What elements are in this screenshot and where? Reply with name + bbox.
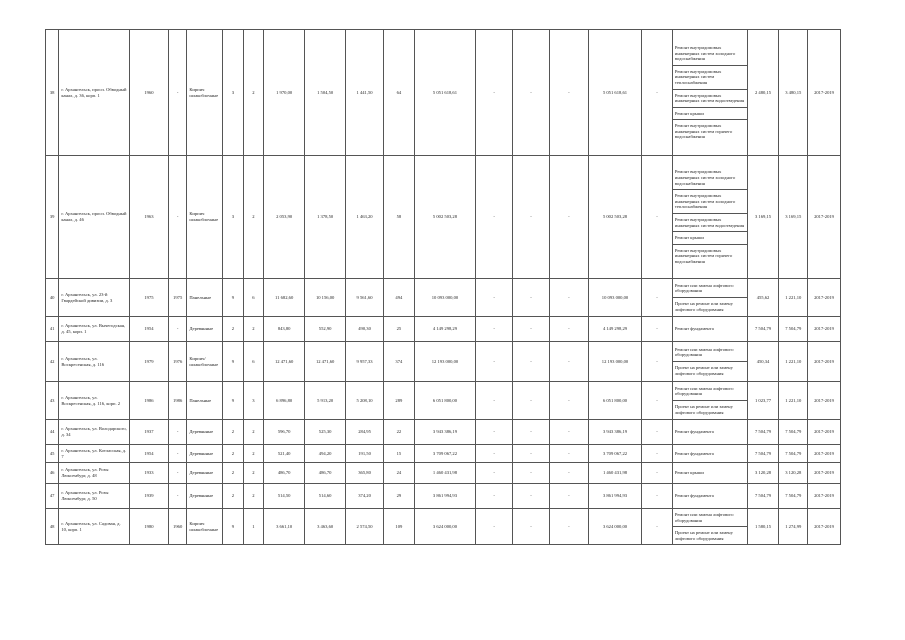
- total-cost-cell: 3 624 000,00: [414, 509, 475, 545]
- fund-source-3-cell: -: [549, 30, 588, 156]
- floors-cell: 3: [223, 156, 243, 279]
- entrances-cell: 2: [243, 420, 263, 445]
- year-commissioned-cell: -: [168, 420, 186, 445]
- row-number: 40: [46, 279, 59, 317]
- fund-source-2-cell: -: [513, 156, 550, 279]
- period-cell: 2017-2019: [808, 30, 841, 156]
- total-cost-cell: 3 709 067,22: [414, 445, 475, 463]
- residents-cell: 494: [384, 279, 415, 317]
- period-cell: 2017-2019: [808, 445, 841, 463]
- work-type-item: Ремонт фундамента: [674, 429, 714, 435]
- fund-source-1-cell: -: [476, 382, 513, 420]
- repair-program-table: [45, 29, 841, 545]
- total-area-cell: 11 682,60: [264, 279, 305, 317]
- unit-cost-cell: 7 504,79: [747, 420, 779, 445]
- entrances-cell: 6: [243, 342, 263, 382]
- floors-cell: 9: [223, 279, 243, 317]
- residential-area-cell: 1 504,50: [305, 30, 346, 156]
- work-type-item: Ремонт внутридомовых инженерных систем горячего водоснабжения: [674, 123, 733, 140]
- residential-area-cell: 525,30: [305, 420, 346, 445]
- work-type-item: Ремонт или замена лифтового оборудования: [673, 509, 747, 527]
- work-types-cell: [672, 420, 747, 445]
- table-row: [46, 156, 841, 279]
- row-number: 46: [46, 463, 59, 484]
- total-cost-cell: 6 051 800,00: [414, 382, 475, 420]
- fund-source-4-cell: -: [642, 445, 673, 463]
- owners-funds-cell: 5 002 503,28: [588, 156, 641, 279]
- floors-cell: 2: [223, 317, 243, 342]
- living-area-cell: 490,30: [346, 317, 384, 342]
- row-number: 43: [46, 382, 59, 420]
- table-row: [46, 445, 841, 463]
- total-cost-cell: 5 002 503,28: [414, 156, 475, 279]
- floors-cell: 9: [223, 342, 243, 382]
- cost-limit-cell: 7 504,79: [779, 317, 808, 342]
- fund-source-4-cell: -: [642, 156, 673, 279]
- table-row: [46, 484, 841, 509]
- fund-source-4-cell: -: [642, 509, 673, 545]
- row-number: 38: [46, 30, 59, 156]
- residential-area-cell: 10 156,00: [305, 279, 346, 317]
- cost-limit-cell: 3 169,15: [779, 156, 808, 279]
- address-cell: г. Архангельск, ул. Розы Люксембург, д. 50: [59, 484, 130, 509]
- fund-source-1-cell: -: [476, 30, 513, 156]
- work-type-item: Ремонт внутридомовых инженерных систем холодного водоснабжения: [673, 42, 747, 66]
- unit-cost-cell: 450,34: [747, 342, 779, 382]
- fund-source-2-cell: -: [513, 342, 550, 382]
- table-row: [46, 420, 841, 445]
- table-body: [46, 30, 841, 545]
- residential-area-cell: 514,60: [305, 484, 346, 509]
- year-built-cell: 1933: [130, 463, 169, 484]
- unit-cost-cell: 1 580,15: [747, 509, 779, 545]
- floors-cell: 2: [223, 420, 243, 445]
- address-cell: г. Архангельск, ул. Котласская, д. 7: [59, 445, 130, 463]
- row-number: 45: [46, 445, 59, 463]
- fund-source-3-cell: -: [549, 445, 588, 463]
- cost-limit-cell: 1 221,10: [779, 342, 808, 382]
- fund-source-1-cell: -: [476, 156, 513, 279]
- total-area-cell: 843,80: [264, 317, 305, 342]
- fund-source-1-cell: -: [476, 279, 513, 317]
- year-built-cell: 1937: [130, 420, 169, 445]
- total-area-cell: 1 970,00: [264, 30, 305, 156]
- total-cost-cell: 3 943 386,19: [414, 420, 475, 445]
- owners-funds-cell: 12 193 000,00: [588, 342, 641, 382]
- floors-cell: 9: [223, 382, 243, 420]
- total-area-cell: 3 661,10: [264, 509, 305, 545]
- work-type-item: Проект на ремонт или замену лифтового оборудования: [674, 301, 733, 312]
- unit-cost-cell: 3 120,28: [747, 463, 779, 484]
- period-cell: 2017-2019: [808, 342, 841, 382]
- row-number: 42: [46, 342, 59, 382]
- living-area-cell: 2 574,50: [346, 509, 384, 545]
- living-area-cell: 1 463,20: [346, 156, 384, 279]
- address-cell: г. Архангельск, ул. 23-й Гвардейской дивизии, д. 3: [59, 279, 130, 317]
- work-type-item: Ремонт или замена лифтового оборудования: [673, 280, 747, 298]
- table-row: [46, 317, 841, 342]
- work-type-item: Ремонт крыши: [673, 108, 747, 121]
- floors-cell: 2: [223, 463, 243, 484]
- year-commissioned-cell: -: [168, 30, 186, 156]
- fund-source-3-cell: -: [549, 342, 588, 382]
- total-area-cell: 6 896,80: [264, 382, 305, 420]
- work-types-cell: [672, 382, 747, 420]
- year-commissioned-cell: -: [168, 317, 186, 342]
- work-type-item: Ремонт фундамента: [674, 493, 714, 499]
- owners-funds-cell: 3 861 994,93: [588, 484, 641, 509]
- floors-cell: 2: [223, 484, 243, 509]
- residential-area-cell: 494,20: [305, 445, 346, 463]
- fund-source-2-cell: -: [513, 30, 550, 156]
- cost-limit-cell: 1 221,10: [779, 279, 808, 317]
- work-type-item: Ремонт внутридомовых инженерных систем водоотведения: [673, 90, 747, 108]
- fund-source-2-cell: -: [513, 279, 550, 317]
- residential-area-cell: 3 463,60: [305, 509, 346, 545]
- work-type-item: Проект на ремонт или замену лифтового оборудования: [674, 404, 733, 415]
- table-row: [46, 509, 841, 545]
- wall-material-cell: Кирпич шлакоблочные: [187, 509, 223, 545]
- period-cell: 2017-2019: [808, 484, 841, 509]
- table-row: [46, 342, 841, 382]
- residential-area-cell: 552,90: [305, 317, 346, 342]
- wall-material-cell: Панельные: [187, 382, 223, 420]
- fund-source-2-cell: -: [513, 463, 550, 484]
- unit-cost-cell: 7 504,79: [747, 484, 779, 509]
- work-type-item: Проект на ремонт или замену лифтового оборудования: [674, 365, 733, 376]
- residential-area-cell: 12 471,60: [305, 342, 346, 382]
- row-number: 47: [46, 484, 59, 509]
- row-number: 39: [46, 156, 59, 279]
- owners-funds-cell: 6 051 800,00: [588, 382, 641, 420]
- owners-funds-cell: 1 460 431,98: [588, 463, 641, 484]
- owners-funds-cell: 3 624 000,00: [588, 509, 641, 545]
- fund-source-3-cell: -: [549, 484, 588, 509]
- unit-cost-cell: 1 023,77: [747, 382, 779, 420]
- row-number: 41: [46, 317, 59, 342]
- residents-cell: 22: [384, 420, 415, 445]
- work-type-item: Ремонт фундамента: [674, 450, 714, 456]
- wall-material-cell: Кирпич шлакоблочные: [187, 156, 223, 279]
- total-area-cell: 12 471,60: [264, 342, 305, 382]
- wall-material-cell: Деревянные: [187, 484, 223, 509]
- work-type-item: Ремонт внутридомовых инженерных систем теплоснабжения: [673, 66, 747, 90]
- work-types-cell: [672, 342, 747, 382]
- address-cell: г. Архангельск, ул. Садовая, д. 10, корп. 1: [59, 509, 130, 545]
- floors-cell: 3: [223, 30, 243, 156]
- entrances-cell: 2: [243, 30, 263, 156]
- cost-limit-cell: 3 120,28: [779, 463, 808, 484]
- fund-source-3-cell: -: [549, 156, 588, 279]
- living-area-cell: 9 957,33: [346, 342, 384, 382]
- fund-source-2-cell: -: [513, 420, 550, 445]
- address-cell: г. Архангельск, просп. Обводный канал, д. 46: [59, 156, 130, 279]
- residents-cell: 289: [384, 382, 415, 420]
- fund-source-1-cell: -: [476, 484, 513, 509]
- fund-source-1-cell: -: [476, 317, 513, 342]
- unit-cost-cell: 7 504,79: [747, 445, 779, 463]
- unit-cost-cell: 7 504,79: [747, 317, 779, 342]
- fund-source-4-cell: -: [642, 342, 673, 382]
- total-cost-cell: 3 861 994,93: [414, 484, 475, 509]
- total-cost-cell: 5 051 618,61: [414, 30, 475, 156]
- total-cost-cell: 1 460 431,98: [414, 463, 475, 484]
- row-number: 48: [46, 509, 59, 545]
- fund-source-3-cell: -: [549, 420, 588, 445]
- year-built-cell: 1975: [130, 279, 169, 317]
- fund-source-1-cell: -: [476, 509, 513, 545]
- living-area-cell: 191,50: [346, 445, 384, 463]
- work-type-item: Ремонт внутридомовых инженерных систем горячего водоснабжения: [674, 247, 733, 264]
- total-cost-cell: 4 149 298,29: [414, 317, 475, 342]
- work-type-item: Ремонт или замена лифтового оборудования: [673, 344, 747, 362]
- residents-cell: 15: [384, 445, 415, 463]
- cost-limit-cell: 1 221,10: [779, 382, 808, 420]
- period-cell: 2017-2019: [808, 156, 841, 279]
- work-types-cell: [672, 30, 747, 156]
- address-cell: г. Архангельск, просп. Обводный канал, д. 36, корп. 1: [59, 30, 130, 156]
- fund-source-2-cell: -: [513, 382, 550, 420]
- period-cell: 2017-2019: [808, 317, 841, 342]
- wall-material-cell: Деревянные: [187, 317, 223, 342]
- work-type-item: Проект на ремонт или замену лифтового оборудования: [674, 530, 733, 541]
- year-commissioned-cell: 1960: [168, 509, 186, 545]
- total-cost-cell: 12 193 000,00: [414, 342, 475, 382]
- fund-source-4-cell: -: [642, 420, 673, 445]
- residents-cell: 374: [384, 342, 415, 382]
- living-area-cell: 284,95: [346, 420, 384, 445]
- period-cell: 2017-2019: [808, 509, 841, 545]
- fund-source-3-cell: -: [549, 463, 588, 484]
- work-type-item: Ремонт крыши: [674, 470, 704, 476]
- fund-source-4-cell: -: [642, 279, 673, 317]
- address-cell: г. Архангельск, ул. Воскресенская, д. 116: [59, 342, 130, 382]
- fund-source-1-cell: -: [476, 463, 513, 484]
- year-commissioned-cell: -: [168, 156, 186, 279]
- fund-source-3-cell: -: [549, 317, 588, 342]
- owners-funds-cell: 4 149 298,29: [588, 317, 641, 342]
- cost-limit-cell: 7 504,79: [779, 420, 808, 445]
- year-commissioned-cell: 1986: [168, 382, 186, 420]
- year-built-cell: 1960: [130, 30, 169, 156]
- year-built-cell: 1980: [130, 509, 169, 545]
- work-type-item: Ремонт или замена лифтового оборудования: [673, 383, 747, 401]
- living-area-cell: 1 441,50: [346, 30, 384, 156]
- work-types-cell: [672, 484, 747, 509]
- owners-funds-cell: 10 093 000,00: [588, 279, 641, 317]
- work-types-cell: [672, 509, 747, 545]
- wall-material-cell: Кирпич шлакоблочные: [187, 30, 223, 156]
- period-cell: 2017-2019: [808, 420, 841, 445]
- work-type-item: Ремонт крыши: [673, 232, 747, 245]
- period-cell: 2017-2019: [808, 463, 841, 484]
- owners-funds-cell: 3 709 067,22: [588, 445, 641, 463]
- unit-cost-cell: 455,62: [747, 279, 779, 317]
- residents-cell: 25: [384, 317, 415, 342]
- cost-limit-cell: 1 274,99: [779, 509, 808, 545]
- entrances-cell: 2: [243, 484, 263, 509]
- entrances-cell: 3: [243, 382, 263, 420]
- work-types-cell: [672, 317, 747, 342]
- wall-material-cell: Панельные: [187, 279, 223, 317]
- address-cell: г. Архангельск, ул. Воскресенская, д. 116, корп. 2: [59, 382, 130, 420]
- wall-material-cell: Кирпич/ шлакоблочные: [187, 342, 223, 382]
- table-row: [46, 279, 841, 317]
- year-commissioned-cell: -: [168, 463, 186, 484]
- residents-cell: 109: [384, 509, 415, 545]
- floors-cell: 2: [223, 445, 243, 463]
- total-area-cell: 514,50: [264, 484, 305, 509]
- year-built-cell: 1954: [130, 317, 169, 342]
- living-area-cell: 9 561,60: [346, 279, 384, 317]
- living-area-cell: 5 208,10: [346, 382, 384, 420]
- residential-area-cell: 5 913,20: [305, 382, 346, 420]
- residents-cell: 64: [384, 30, 415, 156]
- year-built-cell: 1986: [130, 382, 169, 420]
- fund-source-4-cell: -: [642, 317, 673, 342]
- entrances-cell: 6: [243, 279, 263, 317]
- entrances-cell: 1: [243, 509, 263, 545]
- work-type-item: Ремонт внутридомовых инженерных систем холодного водоснабжения: [673, 166, 747, 190]
- table-row: [46, 463, 841, 484]
- living-area-cell: 365,80: [346, 463, 384, 484]
- fund-source-1-cell: -: [476, 445, 513, 463]
- work-types-cell: [672, 445, 747, 463]
- unit-cost-cell: 2 480,15: [747, 30, 779, 156]
- cost-limit-cell: 7 504,79: [779, 484, 808, 509]
- work-type-item: Ремонт внутридомовых инженерных систем холодного теплоснабжения: [673, 190, 747, 214]
- year-built-cell: 1939: [130, 484, 169, 509]
- fund-source-4-cell: -: [642, 484, 673, 509]
- fund-source-1-cell: -: [476, 420, 513, 445]
- fund-source-4-cell: -: [642, 382, 673, 420]
- fund-source-4-cell: -: [642, 30, 673, 156]
- year-built-cell: 1963: [130, 156, 169, 279]
- work-types-cell: [672, 463, 747, 484]
- fund-source-2-cell: -: [513, 317, 550, 342]
- cost-limit-cell: 3 480,15: [779, 30, 808, 156]
- fund-source-3-cell: -: [549, 279, 588, 317]
- total-area-cell: 521,40: [264, 445, 305, 463]
- year-commissioned-cell: 1976: [168, 342, 186, 382]
- work-type-item: Ремонт внутридомовых инженерных систем водоотведения: [673, 214, 747, 232]
- fund-source-2-cell: -: [513, 509, 550, 545]
- document-page: [45, 29, 841, 579]
- residents-cell: 24: [384, 463, 415, 484]
- period-cell: 2017-2019: [808, 279, 841, 317]
- table-row: [46, 382, 841, 420]
- fund-source-3-cell: -: [549, 382, 588, 420]
- unit-cost-cell: 3 169,15: [747, 156, 779, 279]
- work-type-item: Ремонт фундамента: [674, 326, 714, 332]
- total-cost-cell: 10 093 000,00: [414, 279, 475, 317]
- total-area-cell: 2 053,90: [264, 156, 305, 279]
- wall-material-cell: Деревянные: [187, 463, 223, 484]
- fund-source-2-cell: -: [513, 445, 550, 463]
- work-types-cell: [672, 156, 747, 279]
- fund-source-1-cell: -: [476, 342, 513, 382]
- year-built-cell: 1979: [130, 342, 169, 382]
- address-cell: г. Архангельск, ул. Вычегодская, д. 45, корп. 1: [59, 317, 130, 342]
- floors-cell: 9: [223, 509, 243, 545]
- row-number: 44: [46, 420, 59, 445]
- residential-area-cell: 1 378,50: [305, 156, 346, 279]
- wall-material-cell: Деревянные: [187, 445, 223, 463]
- residents-cell: 29: [384, 484, 415, 509]
- owners-funds-cell: 5 051 618,61: [588, 30, 641, 156]
- entrances-cell: 2: [243, 445, 263, 463]
- period-cell: 2017-2019: [808, 382, 841, 420]
- table-row: [46, 30, 841, 156]
- entrances-cell: 2: [243, 317, 263, 342]
- year-built-cell: 1954: [130, 445, 169, 463]
- address-cell: г. Архангельск, ул. Володарского, д. 34: [59, 420, 130, 445]
- owners-funds-cell: 3 943 386,19: [588, 420, 641, 445]
- entrances-cell: 2: [243, 463, 263, 484]
- total-area-cell: 596,70: [264, 420, 305, 445]
- year-commissioned-cell: -: [168, 484, 186, 509]
- fund-source-3-cell: -: [549, 509, 588, 545]
- address-cell: г. Архангельск, ул. Розы Люксембург, д. 48: [59, 463, 130, 484]
- fund-source-4-cell: -: [642, 463, 673, 484]
- total-area-cell: 486,70: [264, 463, 305, 484]
- residents-cell: 58: [384, 156, 415, 279]
- cost-limit-cell: 7 504,79: [779, 445, 808, 463]
- year-commissioned-cell: 1975: [168, 279, 186, 317]
- year-commissioned-cell: -: [168, 445, 186, 463]
- residential-area-cell: 486,70: [305, 463, 346, 484]
- work-types-cell: [672, 279, 747, 317]
- living-area-cell: 374,20: [346, 484, 384, 509]
- entrances-cell: 2: [243, 156, 263, 279]
- wall-material-cell: Деревянные: [187, 420, 223, 445]
- fund-source-2-cell: -: [513, 484, 550, 509]
